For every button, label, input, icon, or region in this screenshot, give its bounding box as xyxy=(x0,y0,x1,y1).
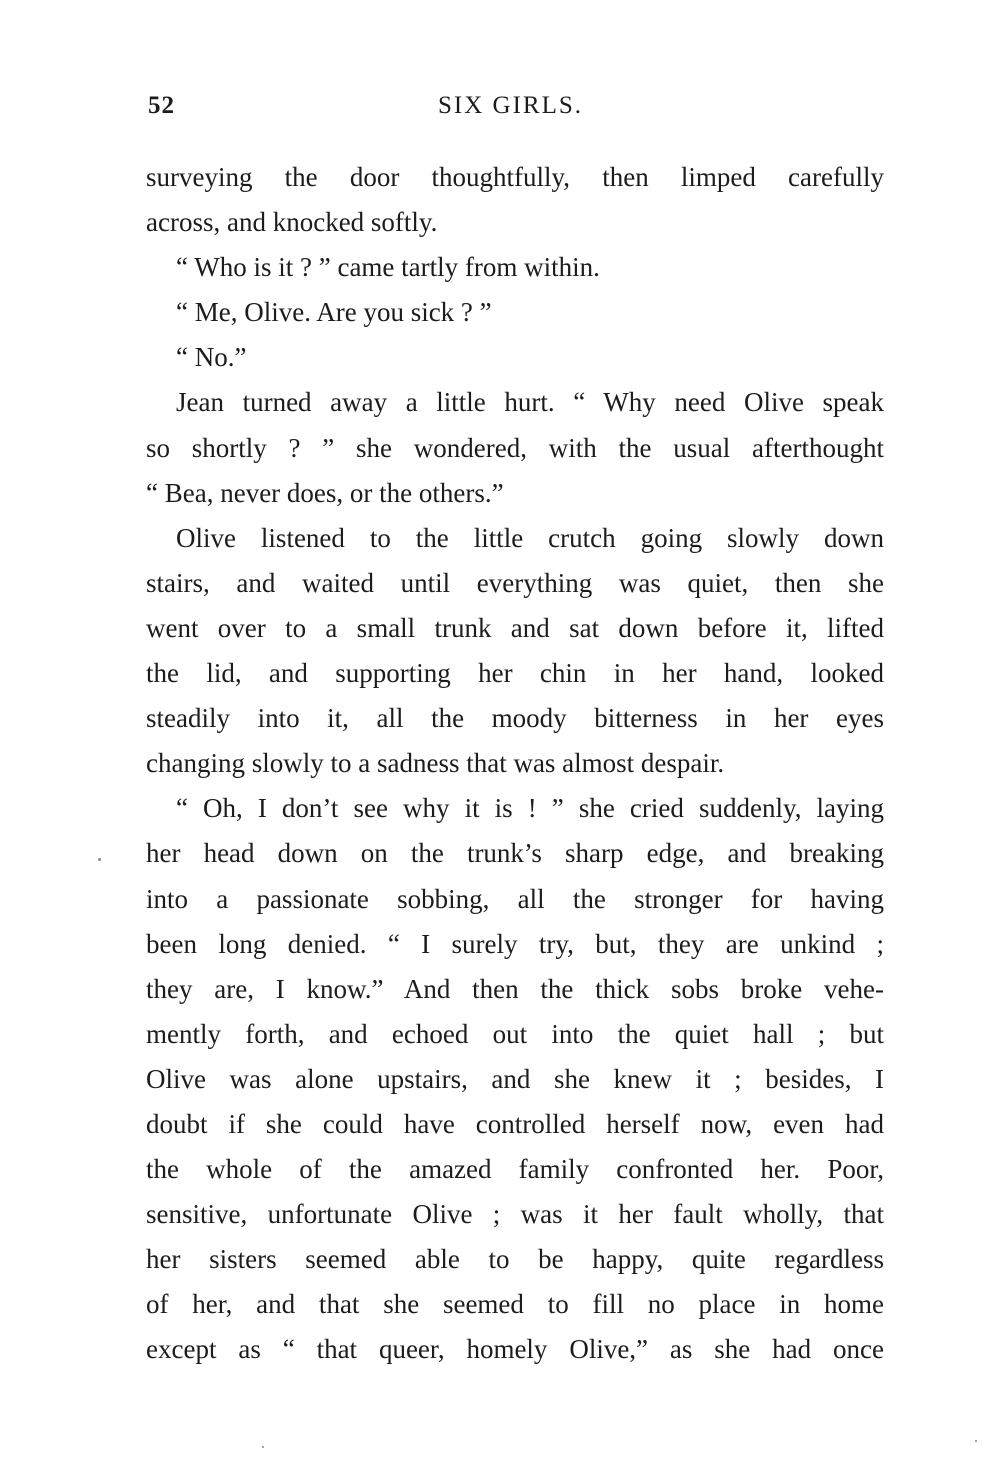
page-number: 52 xyxy=(148,92,175,119)
text-line: “ No.” xyxy=(176,342,247,373)
text-line: the whole of the amazed family confronted her. Poor, xyxy=(146,1154,884,1185)
text-line: changing slowly to a sadness that was almost despair. xyxy=(146,748,725,779)
text-line: mently forth, and echoed out into the quiet hall ; but xyxy=(146,1018,884,1049)
text-line: steadily into it, all the moody bitterness in her eyes xyxy=(146,703,884,734)
text-line: “ Bea, never does, or the others.” xyxy=(146,477,504,508)
text-line: except as “ that queer, homely Olive,” as she had once xyxy=(146,1334,884,1365)
scan-speck xyxy=(975,1440,977,1442)
text-line: so shortly ? ” she wondered, with the usual afterthought xyxy=(146,432,884,463)
text-line: “ Who is it ? ” came tartly from within. xyxy=(176,252,600,283)
text-line: went over to a small trunk and sat down before it, lifted xyxy=(146,612,884,643)
text-line: “ Oh, I don’t see why it is ! ” she cried suddenly, laying xyxy=(176,793,884,824)
page-header xyxy=(148,92,883,128)
scan-speck xyxy=(98,858,101,861)
text-line: her sisters seemed able to be happy, quite regardless xyxy=(146,1244,884,1275)
text-line: doubt if she could have controlled herself now, even had xyxy=(146,1108,884,1139)
text-line: into a passionate sobbing, all the stronger for having xyxy=(146,883,884,914)
text-line: Jean turned away a little hurt. “ Why need Olive speak xyxy=(176,387,884,418)
text-line: Olive listened to the little crutch going slowly down xyxy=(176,522,884,553)
text-line: they are, I know.” And then the thick sobs broke vehe- xyxy=(146,973,884,1004)
scan-speck xyxy=(262,1446,264,1448)
text-line: stairs, and waited until everything was quiet, then she xyxy=(146,567,884,598)
text-line: across, and knocked softly. xyxy=(146,207,438,238)
text-line: sensitive, unfortunate Olive ; was it her fault wholly, that xyxy=(146,1199,884,1230)
text-line: surveying the door thoughtfully, then limped carefully xyxy=(146,162,884,192)
text-line: her head down on the trunk’s sharp edge, and breaking xyxy=(146,838,884,869)
text-line: Olive was alone upstairs, and she knew it ; besides, I xyxy=(146,1063,884,1094)
text-line: “ Me, Olive. Are you sick ? ” xyxy=(176,297,492,328)
running-head: SIX GIRLS. xyxy=(438,92,584,119)
text-line: of her, and that she seemed to fill no place in home xyxy=(146,1289,884,1320)
body-text xyxy=(146,155,884,1373)
text-line: the lid, and supporting her chin in her hand, looked xyxy=(146,658,884,689)
text-line: been long denied. “ I surely try, but, they are unkind ; xyxy=(146,928,884,959)
